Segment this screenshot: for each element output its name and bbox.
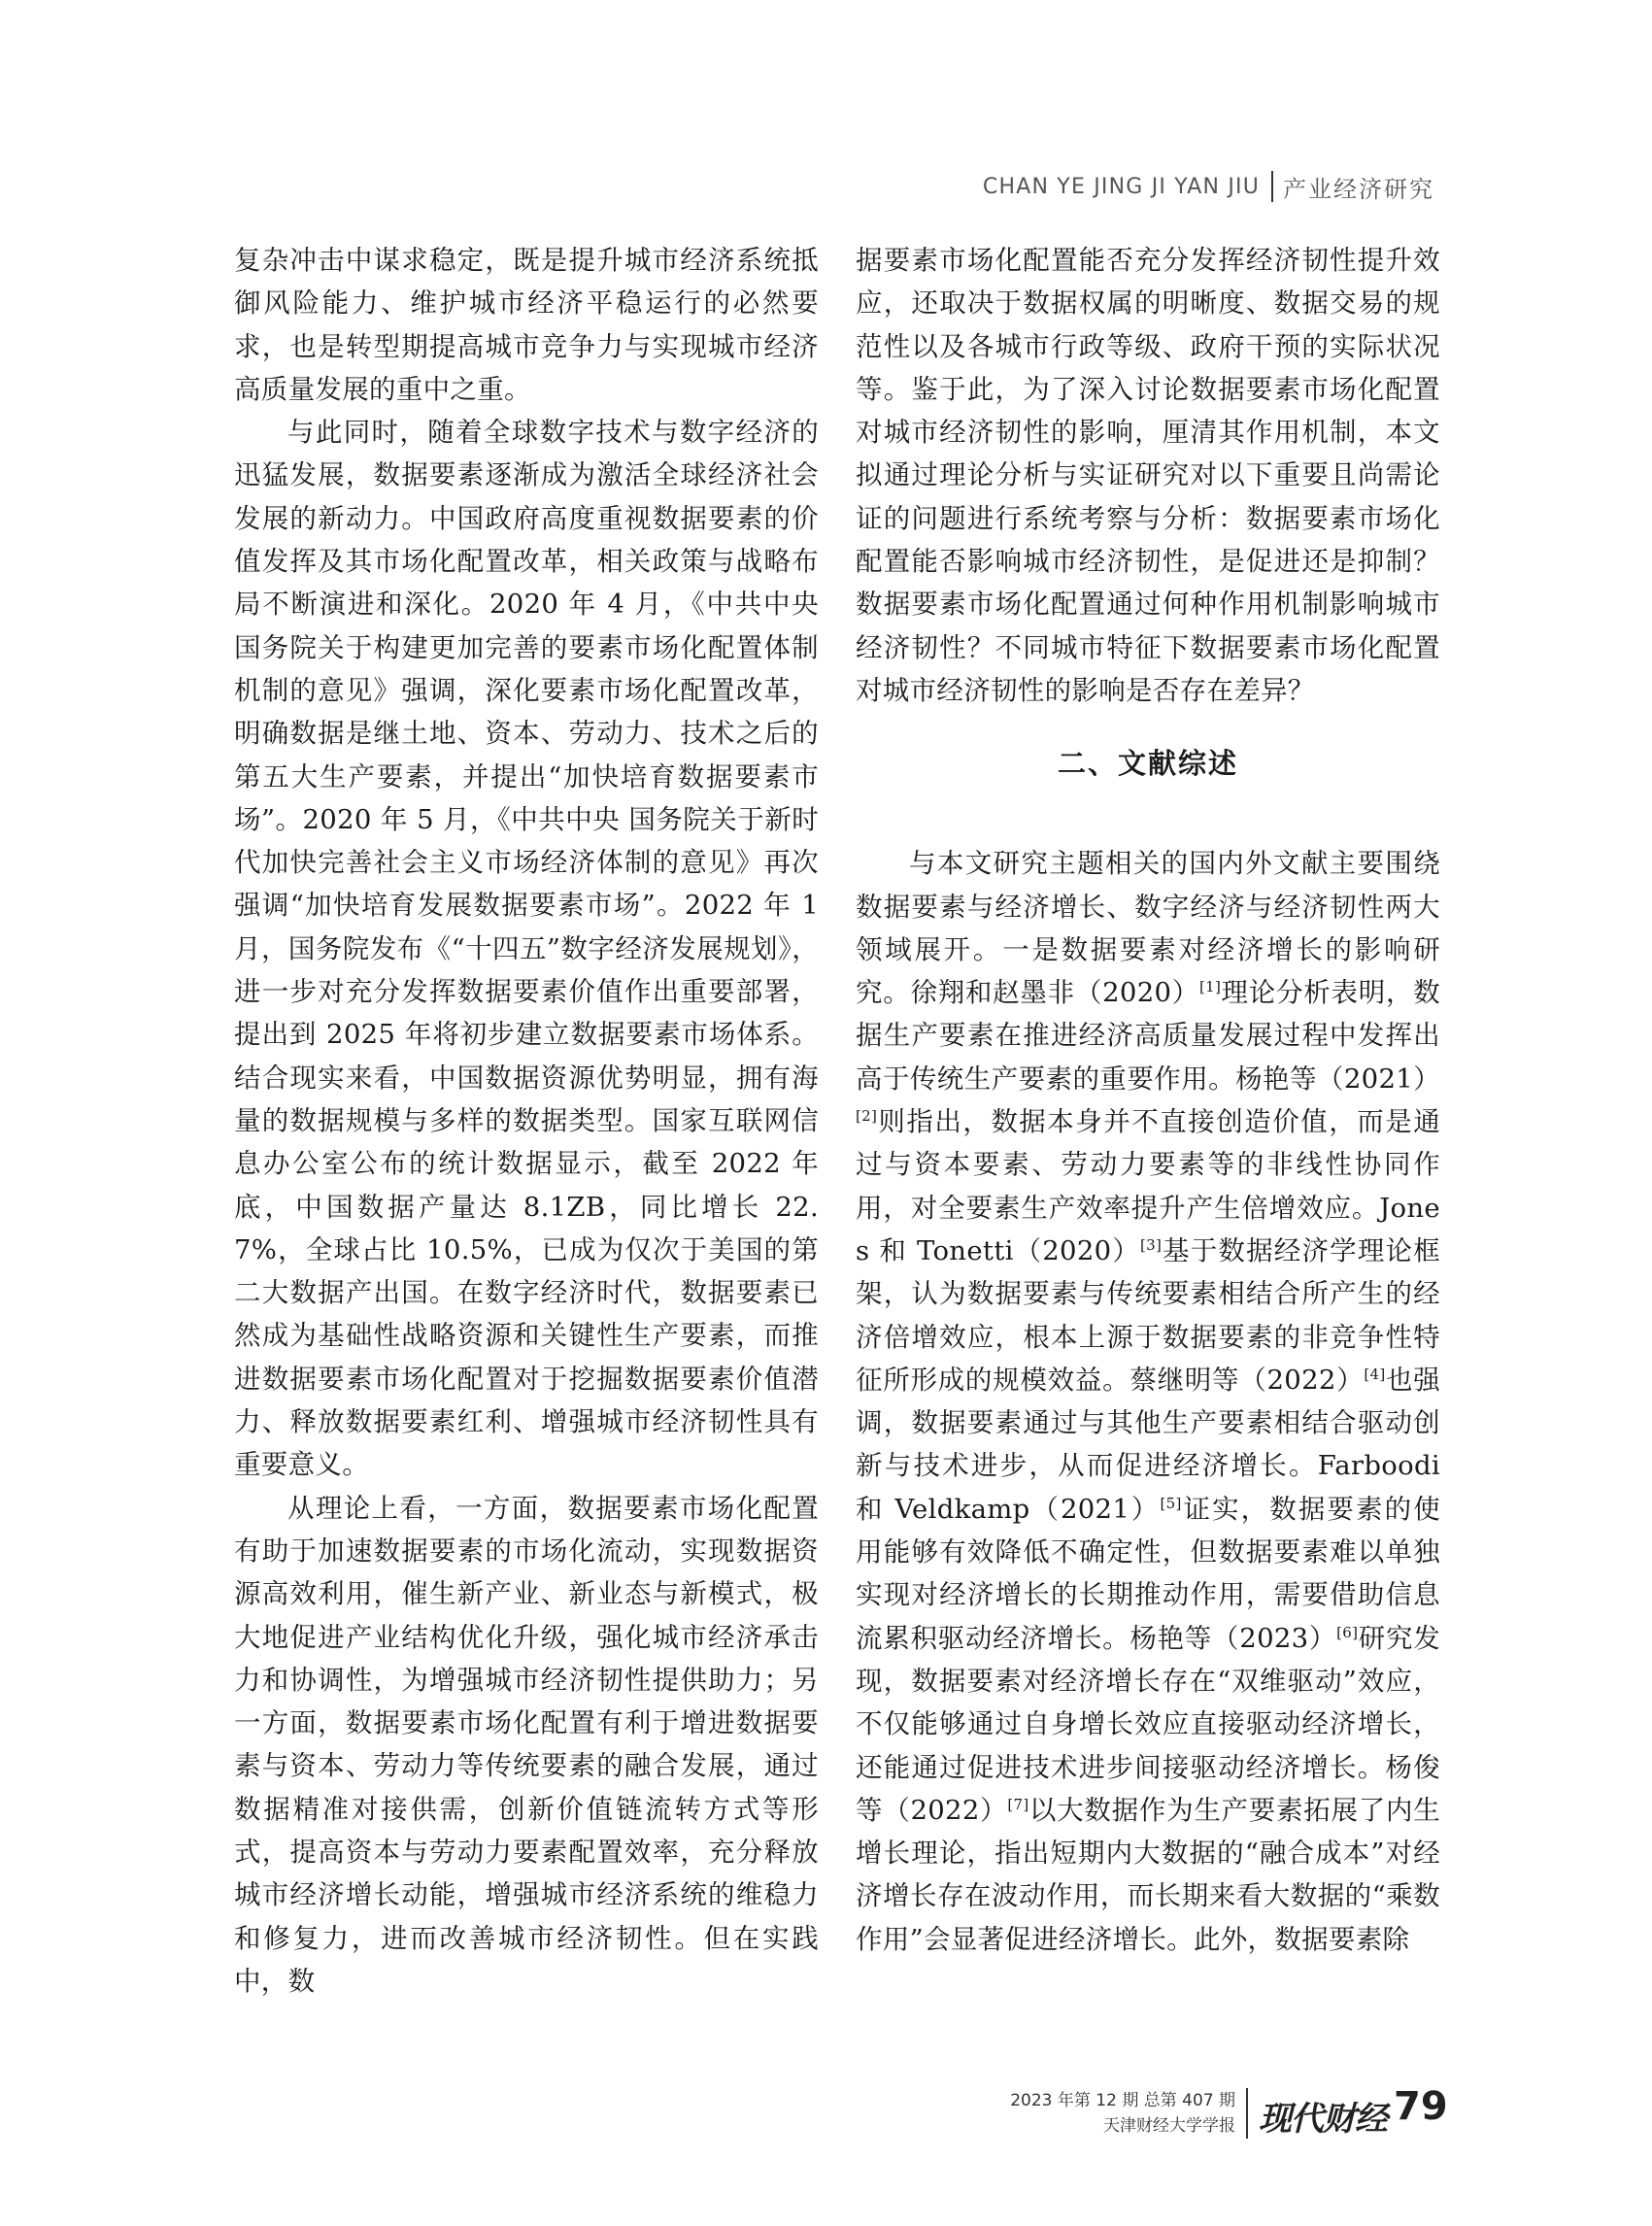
text-run: 以大数据作为生产要素拓展了内生增长理论，指出短期内大数据的“融合成本”对经济增长存在波动作用，而长期来看大数据的“乘数作用”会显著促进经济增长。此外，数据要素除 <box>856 1794 1440 1955</box>
right-column <box>856 239 1440 1961</box>
citation-ref: [4] <box>1364 1365 1386 1383</box>
paragraph: 据要素市场化配置能否充分发挥经济韧性提升效应，还取决于数据权属的明晰度、数据交易的规范性以及各城市行政等级、政府干预的实际状况等。鉴于此，为了深入讨论数据要素市场化配置对城市经济韧性的影响，厘清其作用机制，本文拟通过理论分析与实证研究对以下重要且尚需论证的问题进行系统考察与分析：数据要素市场化配置能否影响城市经济韧性，是促进还是抑制？数据要素市场化配置通过何种作用机制影响城市经济韧性？不同城市特征下数据要素市场化配置对城市经济韧性的影响是否存在差异？ <box>856 245 1440 706</box>
citation-ref: [5] <box>1160 1494 1182 1512</box>
text-run: 理论分析表明，数据生产要素在推进经济高质量发展过程中发挥出高于传统生产要素的重要作用。杨艳等（2021） <box>856 977 1440 1095</box>
left-column <box>234 239 819 2003</box>
header-pinyin: CHAN YE JING JI YAN JIU <box>982 174 1260 199</box>
running-header <box>983 167 1434 206</box>
footer-divider <box>1246 2088 1248 2139</box>
paragraph: 复杂冲击中谋求稳定，既是提升城市经济系统抵御风险能力、维护城市经济平稳运行的必然要求，也是转型期提高城市竞争力与实现城市经济高质量发展的重中之重。 <box>234 245 819 405</box>
citation-ref: [1] <box>1198 978 1222 995</box>
citation-ref: [6] <box>1336 1623 1359 1641</box>
text-run: 证实，数据要素的使用能够有效降低不确定性，但数据要素难以单独实现对经济增长的长期推动作用，需要借助信息流累积驱动经济增长。杨艳等（2023） <box>856 1493 1441 1654</box>
text-run: 研究发现，数据要素对经济增长存在“双维驱动”效应，不仅能够通过自身增长效应直接驱动经济增长，还能通过促进技术进步间接驱动经济增长。杨俊等（2022） <box>856 1622 1440 1826</box>
header-column-name: 产业经济研究 <box>1283 175 1434 203</box>
paragraph: 与此同时，随着全球数字技术与数字经济的迅猛发展，数据要素逐渐成为激活全球经济社会发展的新动力。中国政府高度重视数据要素的价值发挥及其市场化配置改革，相关政策与战略布局不断演进和深化。2020 年 4 月，《中共中央国务院关于构建更加完善的要素市场化配置体制机制的意见》强调，深化要素市场化配置改革，明确数据是继土地、资本、劳动力、技术之后的第五大生产要素，并提出“加快培育数据要素市场”。2020 年 5 月，《中共中央 国务院关于新时代加快完善社会主义市场经济体制的意见》再次强调“加快培育发展数据要素市场”。2022 年 1 月，国务院发布《“十四五”数字经济发展规划》，进一步对充分发挥数据要素价值作出重要部署，提出到 2025 年将初步建立数据要素市场体系。结合现实来看，中国数据资源优势明显，拥有海量的数据规模与多样的数据类型。国家互联网信息办公室公布的统计数据显示，截至 2022 年底，中国数据产量达 8.1ZB，同比增长 22.7%，全球占比 10.5%，已成为仅次于美国的第二大数据产出国。在数字经济时代，数据要素已然成为基础性战略资源和关键性生产要素，而推进数据要素市场化配置对于挖掘数据要素价值潜力、释放数据要素红利、增强城市经济韧性具有重要意义。 <box>234 417 819 1481</box>
page-footer <box>0 2084 1652 2148</box>
text-run: 与本文研究主题相关的国内外文献主要围绕数据要素与经济增长、数字经济与经济韧性两大领域展开。一是数据要素对经济增长的影响研究。徐翔和赵墨非（2020） <box>856 848 1440 1009</box>
paragraph <box>856 842 1440 1961</box>
header-divider <box>1271 171 1273 202</box>
text-run: 也强调，数据要素通过与其他生产要素相结合驱动创新与技术进步，从而促进经济增长。Farboodi 和 Veldkamp（2021） <box>856 1364 1440 1525</box>
citation-ref: [2] <box>856 1106 878 1125</box>
section-heading: 二、文献综述 <box>1057 747 1238 781</box>
text-run: 基于数据经济学理论框架，认为数据要素与传统要素相结合所产生的经济倍增效应，根本上源于数据要素的非竞争性特征所形成的规模效益。蔡继明等（2022） <box>856 1234 1441 1396</box>
citation-ref: [7] <box>1007 1795 1029 1813</box>
page-number: 79 <box>1394 2084 1448 2129</box>
issue-info <box>1010 2088 1235 2139</box>
journal-logo: 现代财经 <box>1259 2100 1387 2139</box>
text-run: 则指出，数据本身并不直接创造价值，而是通过与资本要素、劳动力要素等的非线性协同作用，对全要素生产效率提升产生倍增效应。Jones 和 Tonetti（2020） <box>856 1106 1440 1266</box>
paragraph: 从理论上看，一方面，数据要素市场化配置有助于加速数据要素的市场化流动，实现数据资源高效利用，催生新产业、新业态与新模式，极大地促进产业结构优化升级，强化城市经济承击力和协调性，为增强城市经济韧性提供助力；另一方面，数据要素市场化配置有利于增进数据要素与资本、劳动力等传统要素的融合发展，通过数据精准对接供需，创新价值链流转方式等形式，提高资本与劳动力要素配置效率，充分释放城市经济增长动能，增强城市经济系统的维稳力和修复力，进而改善城市经济韧性。但在实践中，数 <box>234 1492 819 1997</box>
citation-ref: [3] <box>1140 1235 1163 1254</box>
issue-line: 2023 年第 12 期 总第 407 期 <box>1010 2091 1235 2110</box>
journal-line: 天津财经大学学报 <box>1103 2116 1235 2136</box>
